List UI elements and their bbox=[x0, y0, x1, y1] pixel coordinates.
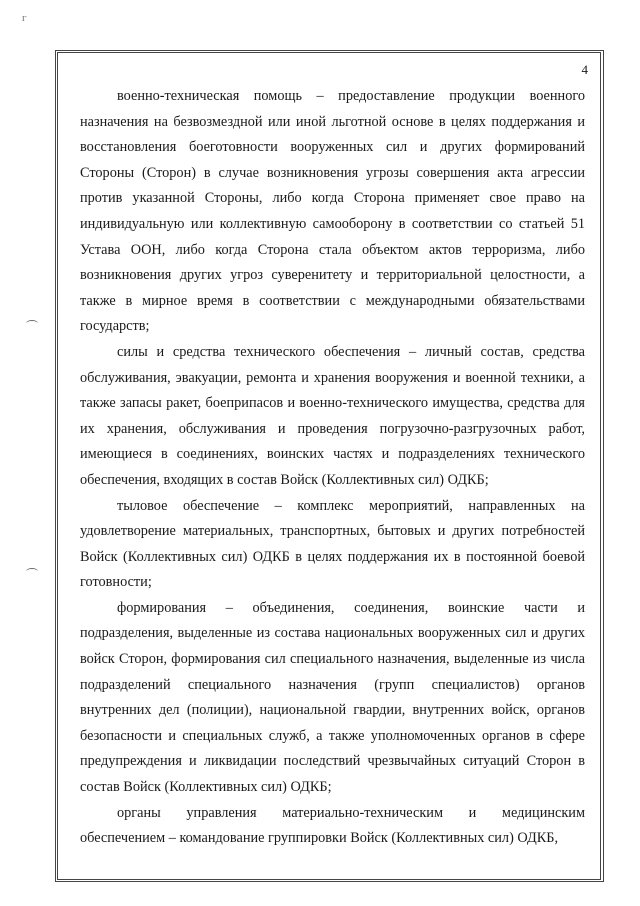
paragraph-logistics-support: тыловое обеспечение – комплекс мероприятий, направленных на удовлетворение материальных, транспортных, бытовых и других потребностей Войск (Коллективных сил) ОДКБ в целях поддержания их в постоянной боевой готовности; bbox=[80, 497, 585, 591]
paragraph-military-technical-assistance: военно-техническая помощь – предоставление продукции военного назначения на безвозмездной или иной льготной основе в целях поддержания и восстановления боеготовности вооруженных сил и других формирований Стороны (Сторон) в случае возникновения угрозы совершения акта агрессии против указанной Стороны, либо когда Сторона применяет свое право на индивидуальную или коллективную самооборону в соответствии со статьей 51 Устава ООН, либо когда Сторона стала объектом актов терроризма, либо возникновения других угроз суверенитету и территориальной целостности, а также в мирное время в соответствии с международными обязательствами государств; bbox=[80, 88, 585, 335]
margin-tick bbox=[26, 568, 38, 575]
document-body bbox=[80, 84, 585, 852]
page-number: 4 bbox=[581, 62, 588, 77]
margin-tick bbox=[26, 320, 38, 327]
scan-mark: г bbox=[22, 12, 27, 24]
paragraph-technical-support-forces: силы и средства технического обеспечения – личный состав, средства обслуживания, эвакуации, ремонта и хранения вооружения и военной техники, а также запасы ракет, боеприпасов и военно-технического имущества, средства для их хранения, обслуживания и проведения погрузочно-разгрузочных работ, имеющиеся в соединениях, воинских частях и подразделениях технического обеспечения, входящих в состав Войск (Коллективных сил) ОДКБ; bbox=[80, 343, 585, 488]
paragraph-management-bodies: органы управления материально-техническим и медицинским обеспечением – командование группировки Войск (Коллективных сил) ОДКБ, bbox=[80, 804, 585, 847]
paragraph-formations: формирования – объединения, соединения, воинские части и подразделения, выделенные из состава национальных вооруженных сил и других войск Сторон, формирования сил специального назначения, выделенные из числа подразделений специального назначения (групп специалистов) органов внутренних дел (полиции), национальной гвардии, внутренних войск, органов безопасности и специальных служб, а также уполномоченных органов в сфере предупреждения и ликвидации последствий чрезвычайных ситуаций Сторон в состав Войск (Коллективных сил) ОДКБ; bbox=[80, 599, 585, 796]
